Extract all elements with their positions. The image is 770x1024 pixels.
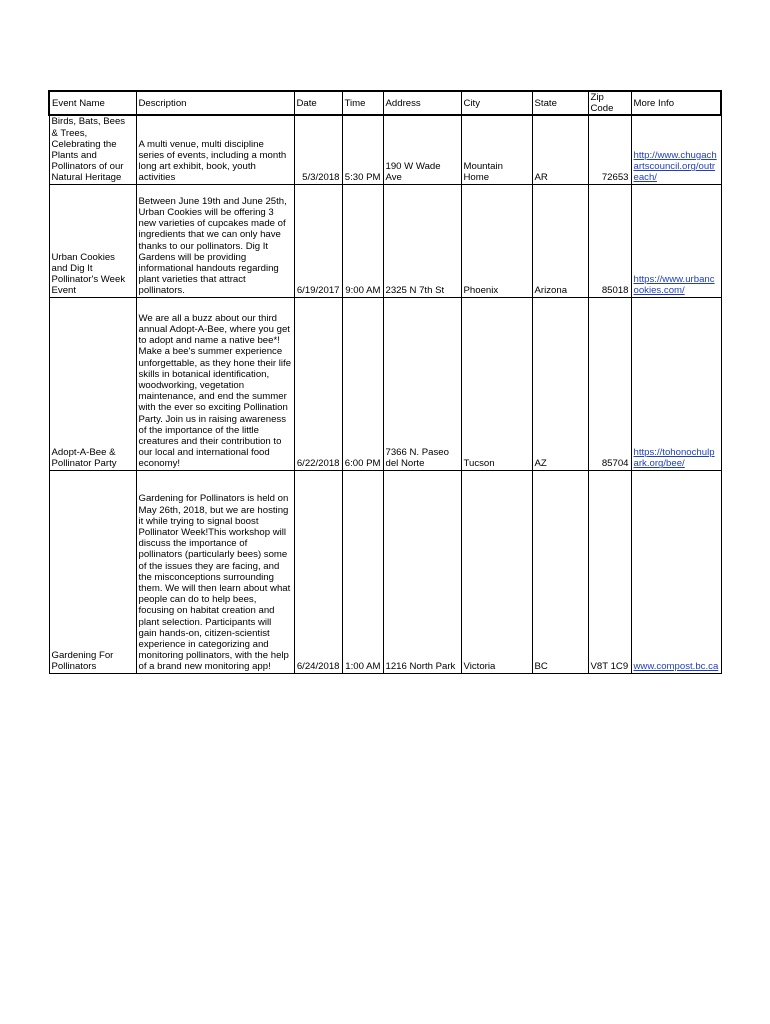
- header-more-info: More Info: [631, 91, 721, 115]
- time-cell: 6:00 PM: [342, 297, 383, 470]
- date-cell: 6/22/2018: [294, 297, 342, 470]
- header-date: Date: [294, 91, 342, 115]
- header-state: State: [532, 91, 588, 115]
- event-name-cell: Gardening For Pollinators: [49, 470, 136, 673]
- more-info-cell: [631, 115, 721, 184]
- header-zip-code: Zip Code: [588, 91, 631, 115]
- header-row: [49, 91, 721, 115]
- state-cell: Arizona: [532, 184, 588, 297]
- zip-code-cell: 85018: [588, 184, 631, 297]
- date-cell: 5/3/2018: [294, 115, 342, 184]
- description-cell: We are all a buzz about our third annual Adopt-A-Bee, where you get to adopt and name a native bee*! Make a bee's summer experience unforgettable, as they hone their life skills in botanical identification, woodworking, vegetation maintenance, and end the summer with the ever so exciting Pollination Party. Join us in raising awareness of the importance of the little creatures and their contribution to our local and international food economy!: [136, 297, 294, 470]
- more-info-link[interactable]: http://www.chugachartscouncil.org/outreach/: [633, 150, 717, 184]
- header-time: Time: [342, 91, 383, 115]
- table-row: [49, 184, 721, 297]
- table-row: [49, 297, 721, 470]
- address-cell: 190 W Wade Ave: [383, 115, 461, 184]
- date-cell: 6/24/2018: [294, 470, 342, 673]
- description-cell: Gardening for Pollinators is held on May 26th, 2018, but we are hosting it while trying to signal boost Pollinator Week!This workshop will discuss the importance of pollinators (particularly bees) some of the issues they are facing, and the misconceptions surrounding them. We will then learn about what people can do to help bees, focusing on habitat creation and plant selection. Participants will gain hands-on, citizen-scientist experience in categorizing and monitoring pollinators, with the help of a brand new monitoring app!: [136, 470, 294, 673]
- description-cell: Between June 19th and June 25th, Urban Cookies will be offering 3 new varieties of cupcakes made of ingredients that we can only have thanks to our pollinators. Dig It Gardens will be providing informational handouts regarding plant varieties that attract pollinators.: [136, 184, 294, 297]
- header-address: Address: [383, 91, 461, 115]
- event-name-cell: Urban Cookies and Dig It Pollinator's Week Event: [49, 184, 136, 297]
- more-info-cell: [631, 470, 721, 673]
- description-cell: A multi venue, multi discipline series of events, including a month long art exhibit, book, youth activities: [136, 115, 294, 184]
- address-cell: 7366 N. Paseo del Norte: [383, 297, 461, 470]
- address-cell: 2325 N 7th St: [383, 184, 461, 297]
- city-cell: Phoenix: [461, 184, 532, 297]
- city-cell: Victoria: [461, 470, 532, 673]
- zip-code-cell: 72653: [588, 115, 631, 184]
- address-cell: 1216 North Park: [383, 470, 461, 673]
- date-cell: 6/19/2017: [294, 184, 342, 297]
- table-row: [49, 115, 721, 184]
- zip-code-cell: 85704: [588, 297, 631, 470]
- state-cell: AR: [532, 115, 588, 184]
- city-cell: Tucson: [461, 297, 532, 470]
- more-info-link[interactable]: https://www.urbancookies.com/: [633, 274, 715, 297]
- header-event-name: Event Name: [49, 91, 136, 115]
- time-cell: 5:30 PM: [342, 115, 383, 184]
- more-info-link[interactable]: https://tohonochulpark.org/bee/: [633, 447, 715, 470]
- state-cell: BC: [532, 470, 588, 673]
- header-city: City: [461, 91, 532, 115]
- more-info-link[interactable]: www.compost.bc.ca: [633, 661, 719, 673]
- events-table: [48, 90, 722, 674]
- time-cell: 9:00 AM: [342, 184, 383, 297]
- more-info-cell: [631, 297, 721, 470]
- more-info-cell: [631, 184, 721, 297]
- zip-code-cell: V8T 1C9: [588, 470, 631, 673]
- header-description: Description: [136, 91, 294, 115]
- event-name-cell: Birds, Bats, Bees & Trees, Celebrating the Plants and Pollinators of our Natural Heritage: [49, 115, 136, 184]
- table-row: [49, 470, 721, 673]
- time-cell: 1:00 AM: [342, 470, 383, 673]
- state-cell: AZ: [532, 297, 588, 470]
- city-cell: Mountain Home: [461, 115, 532, 184]
- event-name-cell: Adopt-A-Bee & Pollinator Party: [49, 297, 136, 470]
